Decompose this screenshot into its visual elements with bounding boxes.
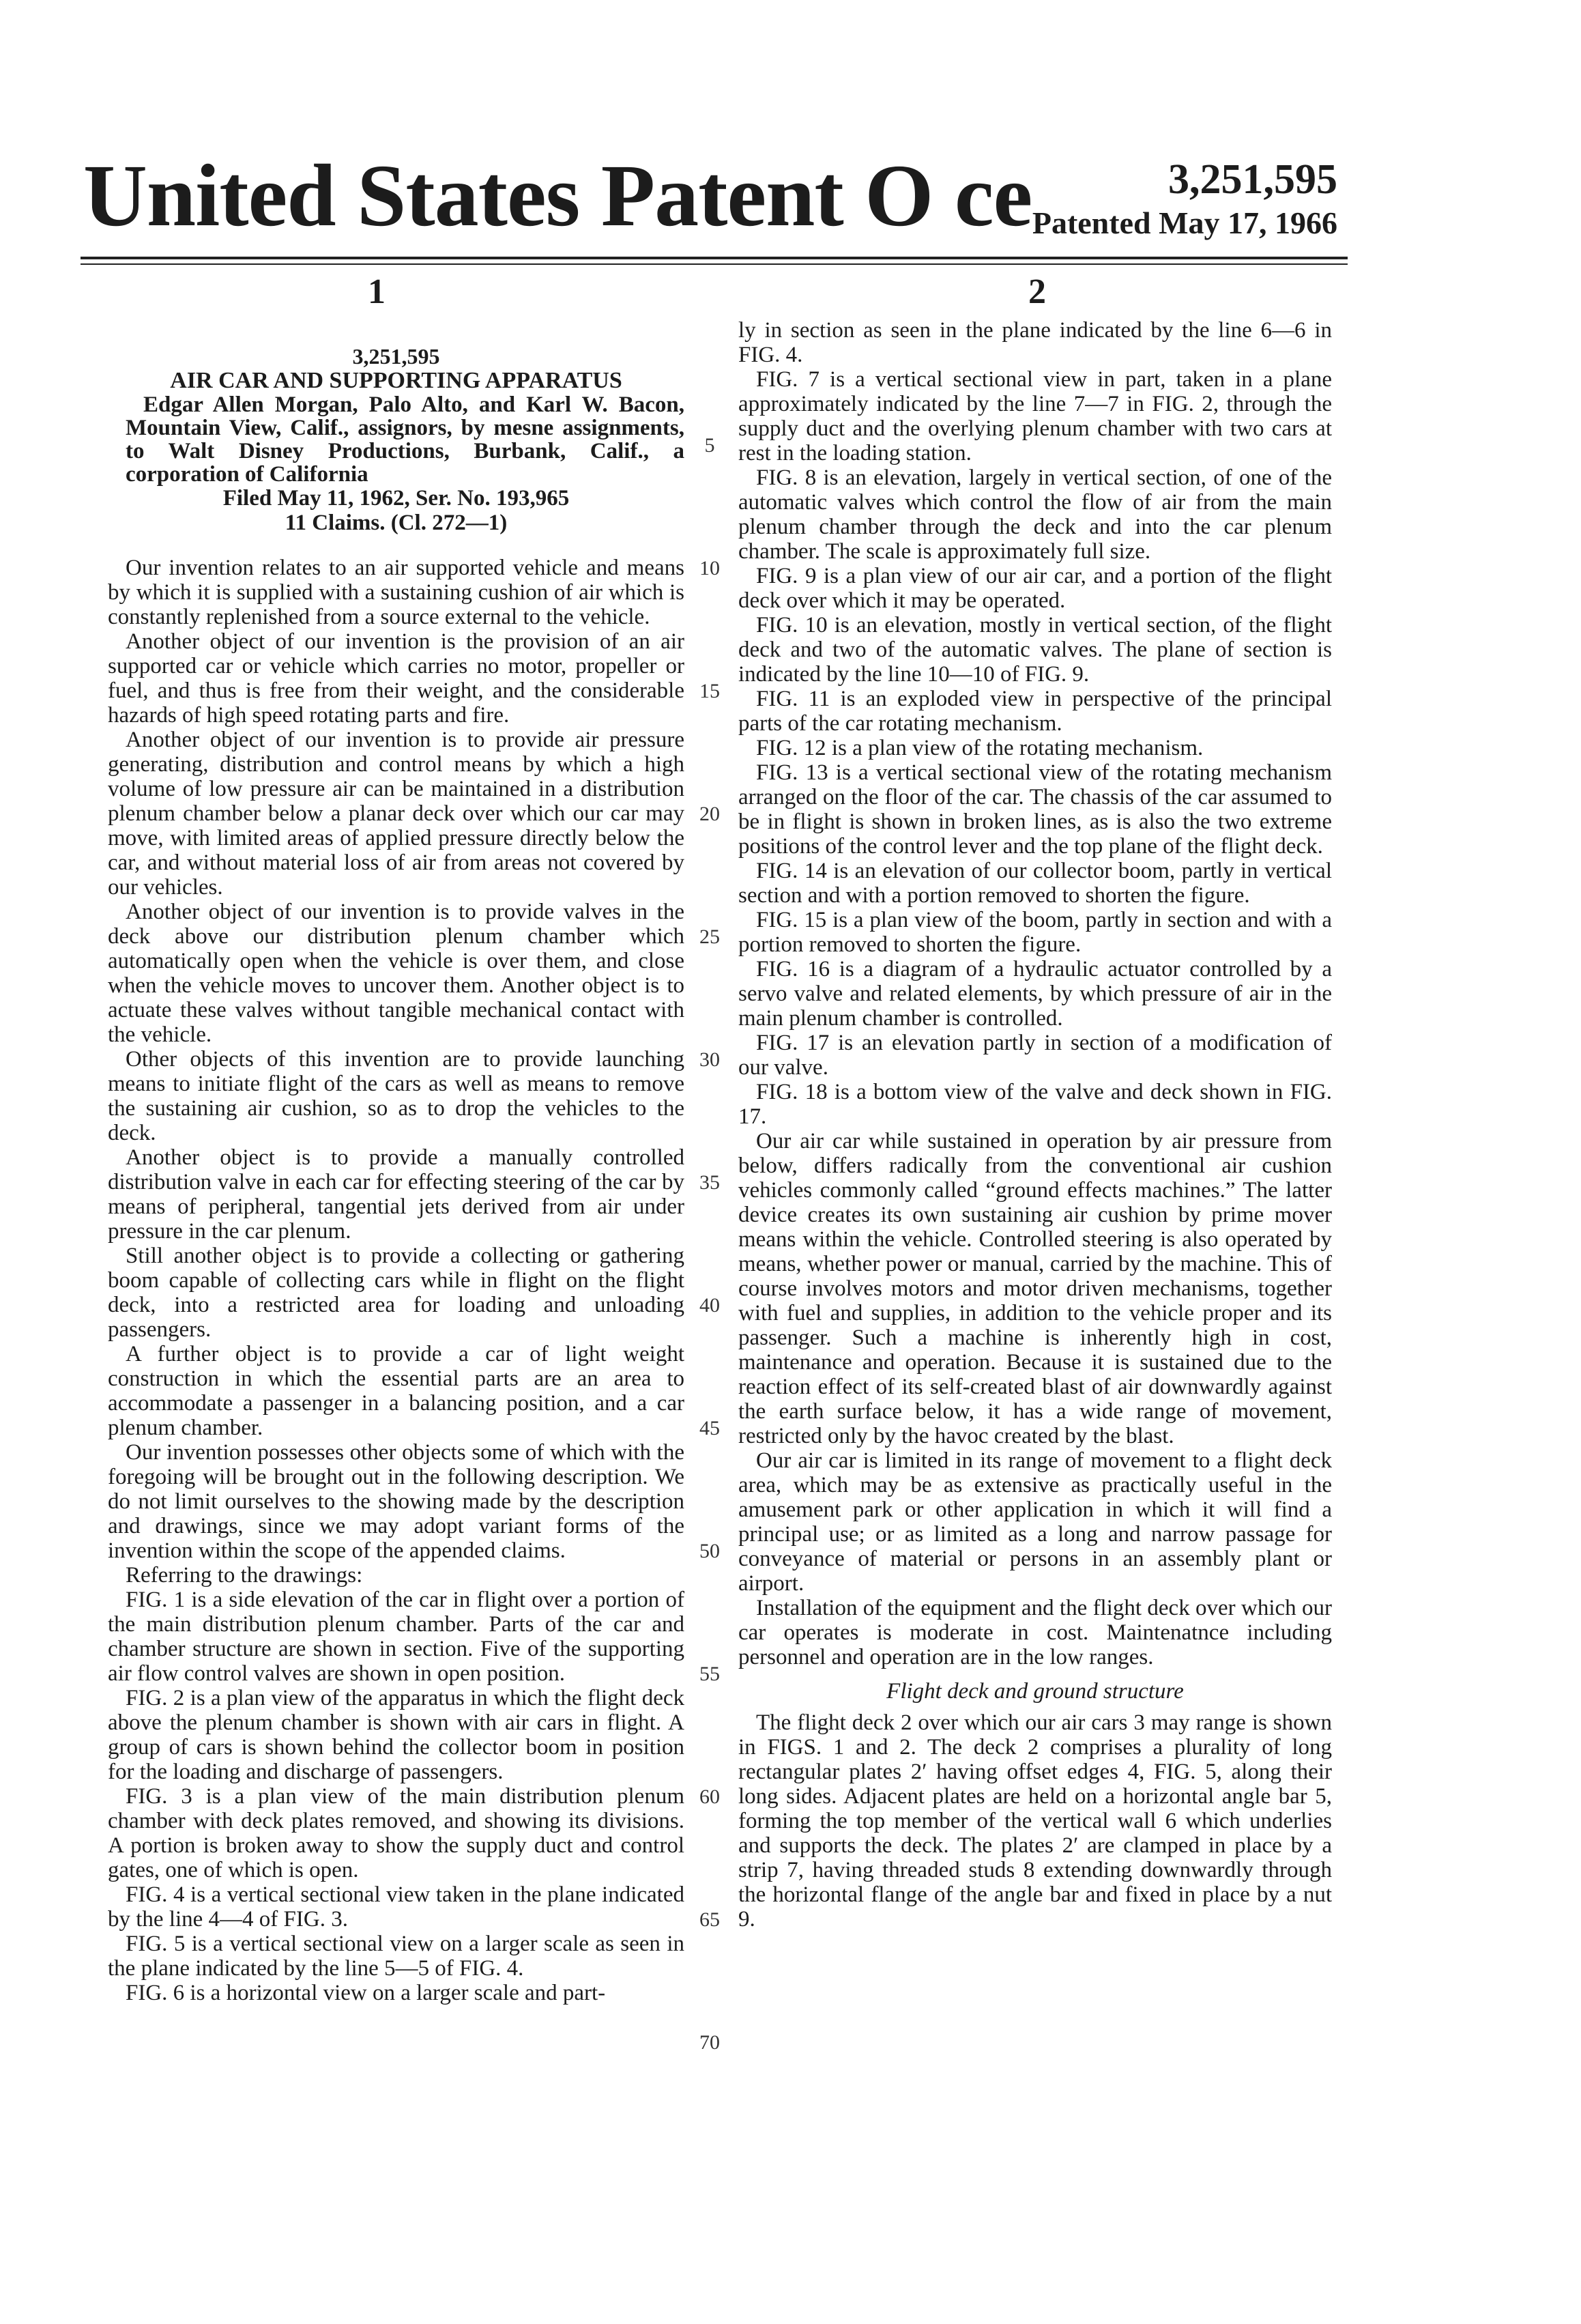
office-title: United States Patent O ce [83,147,1032,245]
body-paragraph: FIG. 2 is a plan view of the apparatus in which the flight deck above the plenum chamber is shown with air cars in flight. A group of cars is shown behind the collector boom in position for the loading and discharge of passengers. [108,1686,684,1784]
margin-line-number: 65 [699,1908,720,1931]
right-column-body-figures [738,318,1332,1669]
margin-line-number: 5 [704,434,715,457]
margin-line-number: 10 [699,557,720,579]
margin-line-number: 70 [699,2031,720,2054]
margin-line-number: 45 [699,1417,720,1439]
body-paragraph: FIG. 16 is a diagram of a hydraulic actuator controlled by a servo valve and related elements, by which pressure of air in the main plenum chamber is controlled. [738,957,1332,1031]
body-paragraph: Our air car while sustained in operation by air pressure from below, differs radically from the conventional air cushion vehicles commonly called “ground effects machines.” The latter device creates its own sustaining air cushion by prime mover means within the vehicle. Controlled steering is also operated by means, whether power or manual, carried by the machine. This of course involves motors and motor driven mechanisms, together with fuel and supplies, in addition to the vehicle proper and its passenger. Such a machine is inherently high in cost, maintenance and operation. Because it is sustained due to the reaction effect of its self-created blast of air downwardly against the earth surface below, it has a wide range of movement, restricted only by the havoc created by the blast. [738,1129,1332,1448]
body-paragraph: FIG. 6 is a horizontal view on a larger scale and part- [126,1981,606,2005]
body-paragraph: Another object of our invention is the provision of an air supported car or vehicle which carries no motor, propeller or fuel, and thus is free from their weight, and the considerable hazards of high speed rotating parts and fire. [108,629,684,728]
section-heading: Flight deck and ground structure [886,1679,1184,1704]
body-paragraph: FIG. 10 is an elevation, mostly in vertical section, of the flight deck and two of the automatic valves. The plane of section is indicated by the line 10—10 of FIG. 9. [738,613,1332,687]
patented-date: Patented May 17, 1966 [1032,205,1337,240]
body-paragraph: FIG. 7 is a vertical sectional view in part, taken in a plane approximately indicated by the line 7—7 in FIG. 2, through the supply duct and the overlying plenum chamber with two cars at rest in the loading station. [738,367,1332,465]
margin-line-number: 30 [699,1048,720,1071]
header-rule-thin [81,263,1348,265]
header-rule-thick [81,257,1348,259]
invention-title: AIR CAR AND SUPPORTING APPARATUS [170,368,622,393]
body-paragraph: Another object of our invention is to provide valves in the deck above our distribution plenum chamber which automatically open when the vehicle is over them, and close when the vehicle moves to uncover them. Another object is to actuate these valves without tangible mechanical contact with the vehicle. [108,900,684,1047]
body-paragraph: Other objects of this invention are to provide launching means to initiate flight of the cars as well as means to remove the sustaining air cushion, so as to drop the vehicles to the deck. [108,1047,684,1145]
body-paragraph: FIG. 13 is a vertical sectional view of the rotating mechanism arranged on the floor of the car. The chassis of the car assumed to be in flight is shown in broken lines, as is also the two extreme positions of the control lever and the top plane of the flight deck. [738,760,1332,859]
margin-line-number: 55 [699,1663,720,1685]
body-paragraph: The flight deck 2 over which our air cars 3 may range is shown in FIGS. 1 and 2. The deck 2 comprises a plurality of long rectangular plates 2′ having offset edges 4, FIG. 5, along their long sides. Adjacent plates are held on a horizontal angle bar 5, forming the top member of the vertical wall 6 which underlies and supports the deck. The plates 2′ are clamped in place by a strip 7, having threaded studs 8 extending downwardly through the horizontal flange of the angle bar and fixed in place by a nut 9. [738,1710,1332,1932]
header-patent-number: 3,251,595 [1168,156,1337,203]
left-column [108,318,684,2284]
body-paragraph: FIG. 14 is an elevation of our collector boom, partly in vertical section and with a portion removed to shorten the figure. [738,859,1332,908]
margin-line-numbers [689,318,730,2284]
front-matter [108,344,684,393]
body-paragraph: Another object of our invention is to provide air pressure generating, distribution and control means by which a high volume of low pressure air can be maintained in a distribution plenum chamber below a planar deck over which our car may move, with limited areas of applied pressure directly below the car, and without material loss of air from areas not covered by our vehicles. [108,728,684,900]
right-column-body-structure [738,1710,1332,1932]
body-paragraph: FIG. 8 is an elevation, largely in vertical section, of one of the automatic valves which control the flow of air from the main plenum chamber through the deck and into the car plenum chamber. The scale is approximately full size. [738,465,1332,564]
body-paragraph: FIG. 15 is a plan view of the boom, partly in section and with a portion removed to shorten the figure. [738,908,1332,957]
body-paragraph: FIG. 9 is a plan view of our air car, and a portion of the flight deck over which it may be operated. [738,564,1332,613]
front-matter-patent-number: 3,251,595 [352,344,440,369]
margin-line-number: 35 [699,1171,720,1194]
margin-line-number: 50 [699,1540,720,1562]
filing-info: Filed May 11, 1962, Ser. No. 193,965 [222,486,570,511]
claims-classification: 11 Claims. (Cl. 272—1) [285,511,508,535]
column-number-right: 2 [1028,272,1046,311]
body-paragraph: FIG. 17 is an elevation partly in section of a modification of our valve. [738,1031,1332,1080]
body-paragraph: FIG. 1 is a side elevation of the car in flight over a portion of the main distribution plenum chamber. Parts of the car and chamber structure are shown in section. Five of the supporting air flow control valves are shown in open position. [108,1588,684,1686]
margin-line-number: 20 [699,803,720,825]
body-paragraph: FIG. 3 is a plan view of the main distribution plenum chamber with deck plates removed, and showing its divisions. A portion is broken away to show the supply duct and control gates, one of which is open. [108,1784,684,1882]
body-paragraph: FIG. 5 is a vertical sectional view on a larger scale as seen in the plane indicated by the line 5—5 of FIG. 4. [108,1932,684,1981]
body-paragraph: FIG. 4 is a vertical sectional view taken in the plane indicated by the line 4—4 of FIG. 3. [108,1882,684,1932]
body-paragraph: FIG. 18 is a bottom view of the valve and deck shown in FIG. 17. [738,1080,1332,1129]
body-paragraph: Our invention possesses other objects some of which with the foregoing will be brought out in the following description. We do not limit ourselves to the showing made by the description and drawings, since we may adopt variant forms of the invention within the scope of the appended claims. [108,1440,684,1563]
body-paragraph: Still another object is to provide a collecting or gathering boom capable of collecting cars while in flight on the flight deck, into a restricted area for loading and unloading passengers. [108,1244,684,1342]
column-number-left: 1 [368,272,386,311]
body-paragraph: Another object is to provide a manually controlled distribution valve in each car for effecting steering of the car by means of peripheral, tangential jets derived from air under pressure in the car plenum. [108,1145,684,1244]
body-paragraph: A further object is to provide a car of light weight construction in which the essential parts are an area to accommodate a passenger in a balancing position, and a car plenum chamber. [108,1342,684,1440]
body-paragraph: ly in section as seen in the plane indicated by the line 6—6 in FIG. 4. [738,318,1332,367]
body-paragraph: Referring to the drawings: [126,1563,363,1588]
body-paragraph: Installation of the equipment and the flight deck over which our car operates is moderate in cost. Maintenatnce including personnel and operation are in the low ranges. [738,1596,1332,1669]
right-column [738,318,1332,2284]
margin-line-number: 60 [699,1785,720,1808]
margin-line-number: 15 [699,680,720,702]
margin-line-number: 25 [699,926,720,948]
inventors-assignees: Edgar Allen Morgan, Palo Alto, and Karl W. Bacon, Mountain View, Calif., assignors, by mesne assignments, to Walt Disney Productions, Burbank, Calif., a corporation of California [126,392,684,487]
body-paragraph: Our air car is limited in its range of movement to a flight deck area, which may be as extensive as practically useful in the amusement park or other application in which it will find a principal use; or as limited as a long and narrow passage for conveyance of material or persons in an assembly plant or airport. [738,1448,1332,1596]
body-paragraph: Our invention relates to an air supported vehicle and means by which it is supplied with a sustaining cushion of air which is constantly replenished from a source external to the vehicle. [108,556,684,629]
margin-line-number: 40 [699,1294,720,1317]
left-column-body [108,556,684,2005]
body-paragraph: FIG. 11 is an exploded view in perspective of the principal parts of the car rotating mechanism. [738,687,1332,736]
body-paragraph: FIG. 12 is a plan view of the rotating mechanism. [756,736,1204,760]
